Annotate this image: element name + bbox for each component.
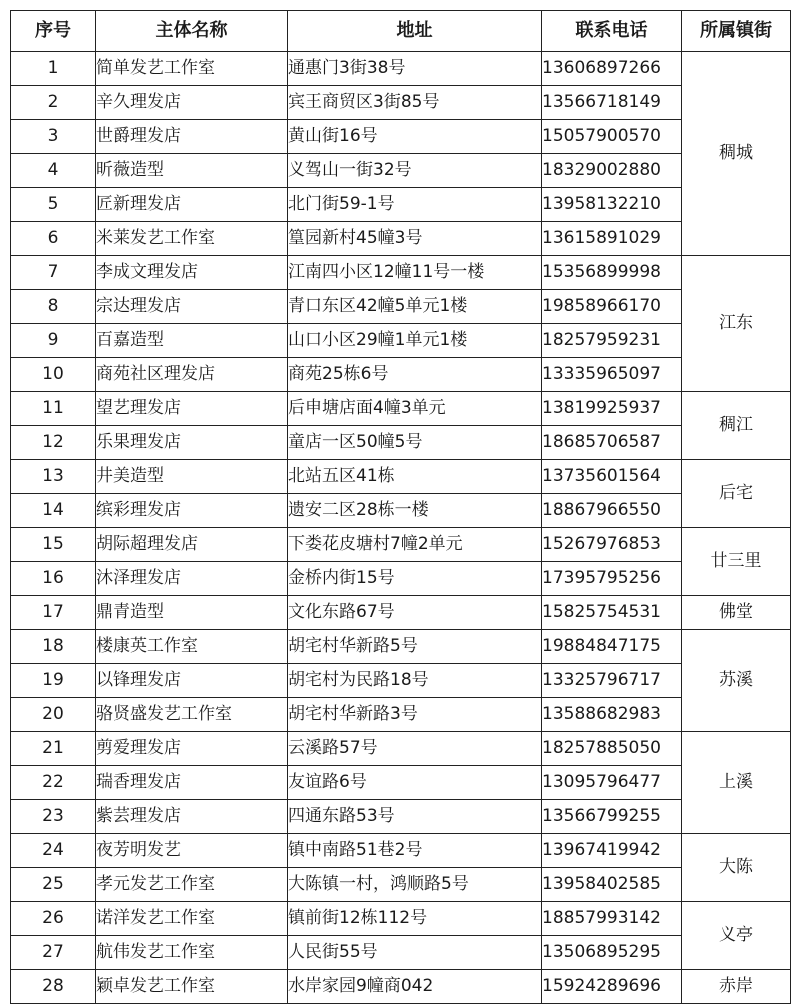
shop-address: 后申塘店面4幢3单元 (288, 392, 542, 426)
header-name: 主体名称 (96, 11, 288, 52)
town-cell: 江东 (682, 256, 791, 392)
shop-name: 紫芸理发店 (96, 800, 288, 834)
shop-phone: 15825754531 (542, 596, 682, 630)
shop-address: 山口小区29幢1单元1楼 (288, 324, 542, 358)
shop-address: 镇前街12栋112号 (288, 902, 542, 936)
table-row (11, 324, 791, 358)
row-index: 23 (11, 800, 96, 834)
row-index: 25 (11, 868, 96, 902)
shop-name: 世爵理发店 (96, 120, 288, 154)
table-row (11, 970, 791, 1004)
shop-address: 大陈镇一村，鸿顺路5号 (288, 868, 542, 902)
table-row (11, 732, 791, 766)
shop-address: 宾王商贸区3街85号 (288, 86, 542, 120)
shop-name: 米莱发艺工作室 (96, 222, 288, 256)
table-row (11, 256, 791, 290)
shop-address: 北站五区41栋 (288, 460, 542, 494)
table-row (11, 154, 791, 188)
shop-address: 北门街59-1号 (288, 188, 542, 222)
shop-address: 胡宅村华新路5号 (288, 630, 542, 664)
table-row (11, 460, 791, 494)
header-row (11, 11, 791, 52)
shop-phone: 18685706587 (542, 426, 682, 460)
shop-phone: 18257959231 (542, 324, 682, 358)
shop-name: 楼康英工作室 (96, 630, 288, 664)
shop-name: 胡际超理发店 (96, 528, 288, 562)
shop-name: 井美造型 (96, 460, 288, 494)
shop-address: 通惠门3街38号 (288, 52, 542, 86)
shop-name: 百嘉造型 (96, 324, 288, 358)
shop-name: 剪爱理发店 (96, 732, 288, 766)
table-row (11, 392, 791, 426)
town-cell: 稠城 (682, 52, 791, 256)
town-cell: 佛堂 (682, 596, 791, 630)
table-row (11, 188, 791, 222)
shop-phone: 18257885050 (542, 732, 682, 766)
shop-address: 四通东路53号 (288, 800, 542, 834)
shop-phone: 15924289696 (542, 970, 682, 1004)
shop-name: 商苑社区理发店 (96, 358, 288, 392)
shop-address: 金桥内街15号 (288, 562, 542, 596)
shop-phone: 18857993142 (542, 902, 682, 936)
shop-phone: 19858966170 (542, 290, 682, 324)
header-town: 所属镇街 (682, 11, 791, 52)
table-body (11, 52, 791, 1004)
town-cell: 上溪 (682, 732, 791, 834)
shop-address: 遗安二区28栋一楼 (288, 494, 542, 528)
table-row (11, 528, 791, 562)
shop-phone: 17395795256 (542, 562, 682, 596)
header-address: 地址 (288, 11, 542, 52)
row-index: 13 (11, 460, 96, 494)
shop-name: 匠新理发店 (96, 188, 288, 222)
row-index: 2 (11, 86, 96, 120)
shop-address: 水岸家园9幢商042 (288, 970, 542, 1004)
shop-address: 友谊路6号 (288, 766, 542, 800)
shop-name: 颖卓发艺工作室 (96, 970, 288, 1004)
table-row (11, 358, 791, 392)
row-index: 16 (11, 562, 96, 596)
shop-phone: 13967419942 (542, 834, 682, 868)
row-index: 27 (11, 936, 96, 970)
row-index: 12 (11, 426, 96, 460)
row-index: 1 (11, 52, 96, 86)
row-index: 14 (11, 494, 96, 528)
table-row (11, 868, 791, 902)
table-row (11, 664, 791, 698)
shop-name: 乐果理发店 (96, 426, 288, 460)
row-index: 17 (11, 596, 96, 630)
table-row (11, 834, 791, 868)
shop-address: 云溪路57号 (288, 732, 542, 766)
shop-name: 缤彩理发店 (96, 494, 288, 528)
shop-name: 孝元发艺工作室 (96, 868, 288, 902)
shop-phone: 13095796477 (542, 766, 682, 800)
town-cell: 义亭 (682, 902, 791, 970)
shop-name: 鼎青造型 (96, 596, 288, 630)
shop-phone: 13958132210 (542, 188, 682, 222)
row-index: 22 (11, 766, 96, 800)
shop-address: 童店一区50幢5号 (288, 426, 542, 460)
shop-phone: 13566799255 (542, 800, 682, 834)
shop-phone: 18329002880 (542, 154, 682, 188)
shop-name: 瑞香理发店 (96, 766, 288, 800)
shop-address: 文化东路67号 (288, 596, 542, 630)
table-row (11, 766, 791, 800)
shop-name: 望艺理发店 (96, 392, 288, 426)
table-row (11, 494, 791, 528)
shop-name: 昕薇造型 (96, 154, 288, 188)
town-cell: 廿三里 (682, 528, 791, 596)
shop-address: 黄山街16号 (288, 120, 542, 154)
row-index: 26 (11, 902, 96, 936)
shop-address: 胡宅村为民路18号 (288, 664, 542, 698)
table-row (11, 800, 791, 834)
shop-phone: 13335965097 (542, 358, 682, 392)
table-row (11, 426, 791, 460)
row-index: 15 (11, 528, 96, 562)
shop-phone: 13958402585 (542, 868, 682, 902)
row-index: 8 (11, 290, 96, 324)
row-index: 9 (11, 324, 96, 358)
shop-name: 辛久理发店 (96, 86, 288, 120)
row-index: 21 (11, 732, 96, 766)
row-index: 18 (11, 630, 96, 664)
row-index: 4 (11, 154, 96, 188)
table-row (11, 902, 791, 936)
shop-phone: 13615891029 (542, 222, 682, 256)
row-index: 28 (11, 970, 96, 1004)
row-index: 20 (11, 698, 96, 732)
row-index: 6 (11, 222, 96, 256)
shop-phone: 15356899998 (542, 256, 682, 290)
shop-table (10, 10, 791, 1004)
town-cell: 苏溪 (682, 630, 791, 732)
shop-phone: 15057900570 (542, 120, 682, 154)
shop-address: 镇中南路51巷2号 (288, 834, 542, 868)
shop-name: 沐泽理发店 (96, 562, 288, 596)
shop-phone: 18867966550 (542, 494, 682, 528)
table-row (11, 86, 791, 120)
shop-address: 青口东区42幢5单元1楼 (288, 290, 542, 324)
town-cell: 大陈 (682, 834, 791, 902)
town-cell: 稠江 (682, 392, 791, 460)
table-row (11, 562, 791, 596)
shop-name: 夜芳明发艺 (96, 834, 288, 868)
table-row (11, 596, 791, 630)
shop-name: 骆贤盛发艺工作室 (96, 698, 288, 732)
row-index: 10 (11, 358, 96, 392)
town-cell: 后宅 (682, 460, 791, 528)
shop-phone: 13735601564 (542, 460, 682, 494)
table-row (11, 936, 791, 970)
shop-name: 宗达理发店 (96, 290, 288, 324)
shop-address: 江南四小区12幢11号一楼 (288, 256, 542, 290)
table-row (11, 120, 791, 154)
shop-name: 以锋理发店 (96, 664, 288, 698)
shop-name: 航伟发艺工作室 (96, 936, 288, 970)
shop-phone: 13588682983 (542, 698, 682, 732)
shop-name: 诺洋发艺工作室 (96, 902, 288, 936)
shop-phone: 13325796717 (542, 664, 682, 698)
table-row (11, 630, 791, 664)
row-index: 7 (11, 256, 96, 290)
table-row (11, 290, 791, 324)
table-row (11, 52, 791, 86)
shop-phone: 13566718149 (542, 86, 682, 120)
shop-phone: 15267976853 (542, 528, 682, 562)
shop-phone: 13606897266 (542, 52, 682, 86)
shop-address: 人民街55号 (288, 936, 542, 970)
shop-phone: 19884847175 (542, 630, 682, 664)
shop-name: 李成文理发店 (96, 256, 288, 290)
shop-name: 简单发艺工作室 (96, 52, 288, 86)
shop-address: 义驾山一街32号 (288, 154, 542, 188)
row-index: 24 (11, 834, 96, 868)
shop-address: 商苑25栋6号 (288, 358, 542, 392)
row-index: 19 (11, 664, 96, 698)
shop-phone: 13819925937 (542, 392, 682, 426)
row-index: 3 (11, 120, 96, 154)
shop-phone: 13506895295 (542, 936, 682, 970)
shop-address: 篁园新村45幢3号 (288, 222, 542, 256)
table-row (11, 698, 791, 732)
header-phone: 联系电话 (542, 11, 682, 52)
shop-address: 下娄花皮塘村7幢2单元 (288, 528, 542, 562)
row-index: 11 (11, 392, 96, 426)
table-row (11, 222, 791, 256)
row-index: 5 (11, 188, 96, 222)
town-cell: 赤岸 (682, 970, 791, 1004)
shop-address: 胡宅村华新路3号 (288, 698, 542, 732)
header-index: 序号 (11, 11, 96, 52)
